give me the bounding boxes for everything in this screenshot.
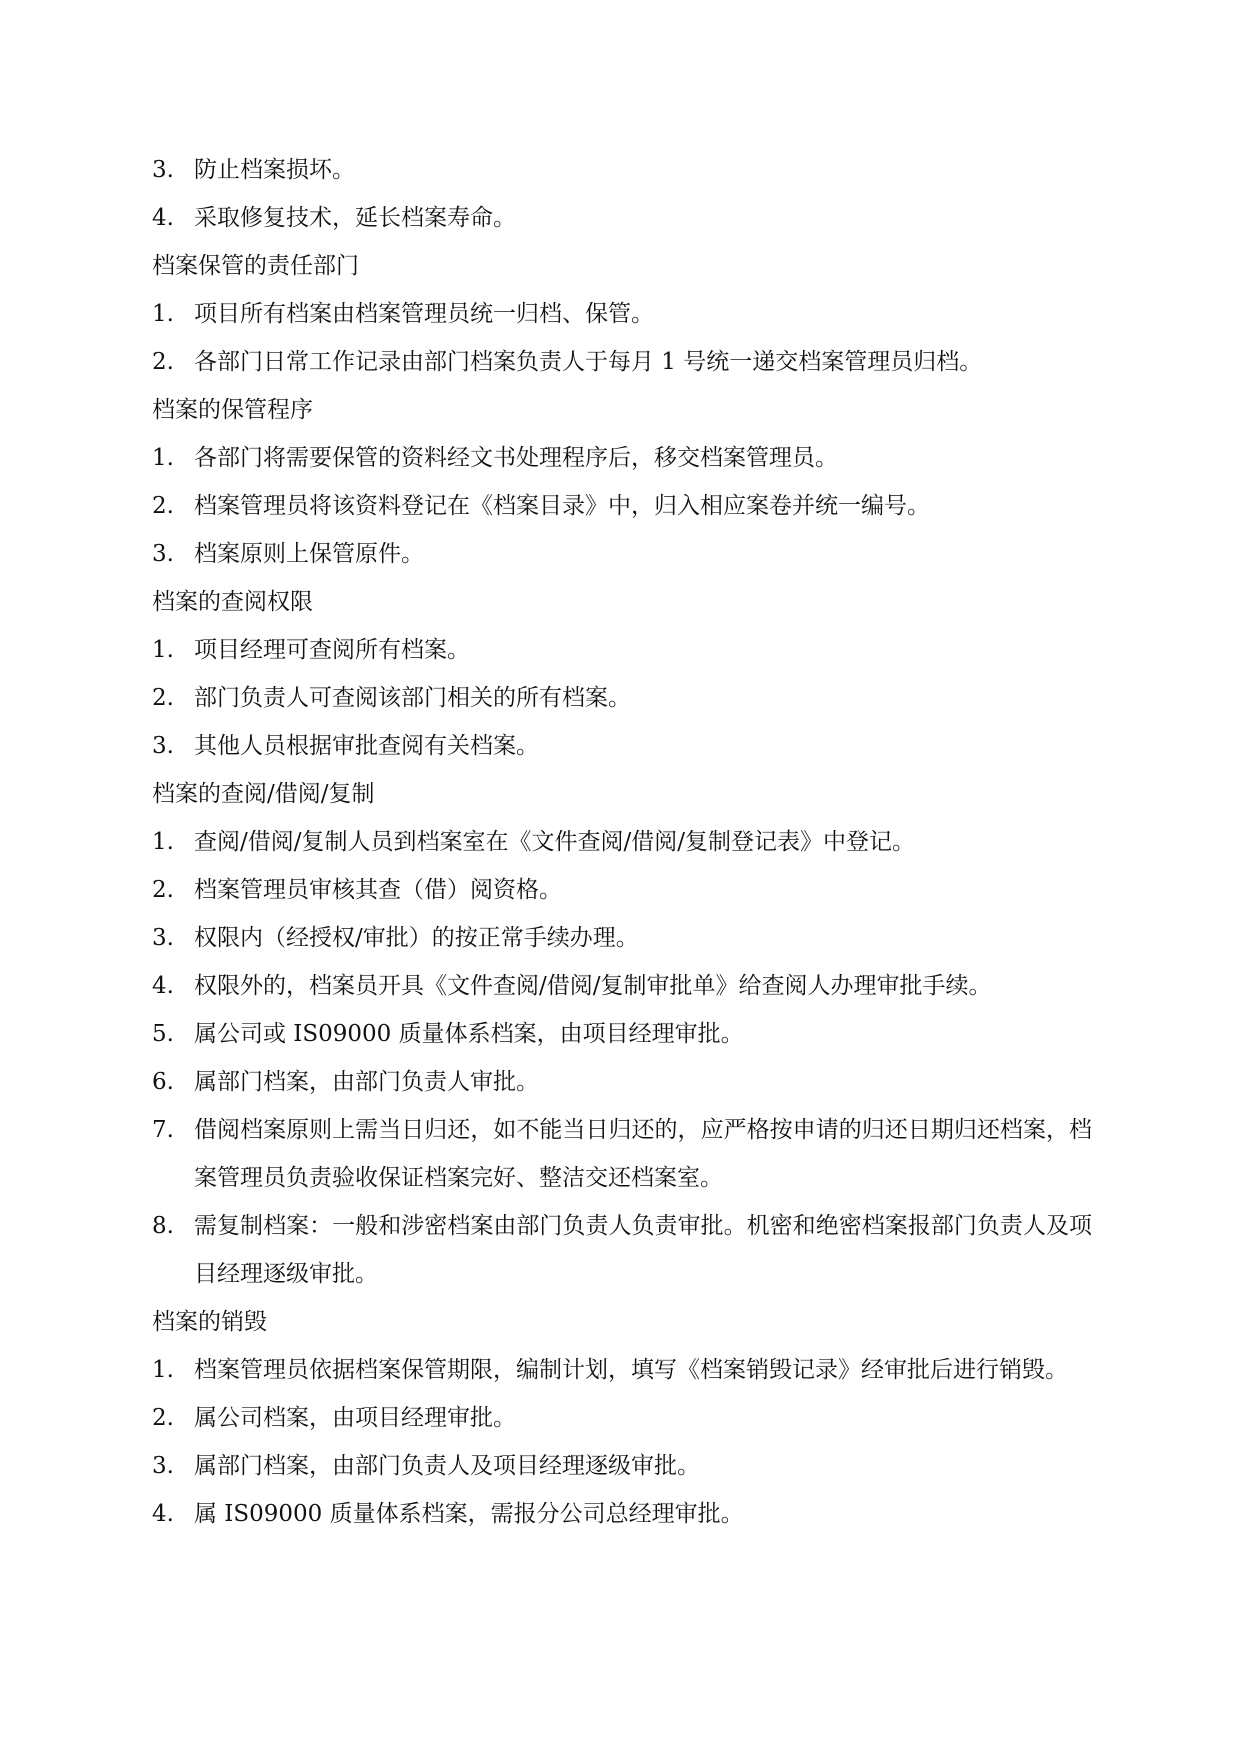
item-text: 防止档案损坏。: [194, 157, 355, 183]
document-page: [152, 146, 1092, 1538]
item-number: 1.: [152, 301, 174, 327]
item-number: 2.: [152, 685, 174, 711]
item-text: 需复制档案：一般和涉密档案由部门负责人负责审批。机密和绝密档案报部门负责人及项目经理逐级审批。: [194, 1213, 1092, 1287]
list-item: [152, 1346, 1092, 1394]
item-number: 1.: [152, 1357, 174, 1383]
list-item: [152, 434, 1092, 482]
item-number: 5.: [152, 1021, 174, 1047]
item-number: 7.: [152, 1117, 174, 1143]
item-text: 项目所有档案由档案管理员统一归档、保管。: [194, 301, 654, 327]
item-number: 3.: [152, 157, 174, 183]
list-item: [152, 1202, 1092, 1298]
item-number: 6.: [152, 1069, 174, 1095]
item-number: 2.: [152, 493, 174, 519]
item-text: 档案原则上保管原件。: [194, 541, 424, 567]
list-item: [152, 1490, 1092, 1538]
section-destruction: [152, 1298, 1092, 1538]
list-item: [152, 1442, 1092, 1490]
item-number: 1.: [152, 637, 174, 663]
item-number: 4.: [152, 1501, 174, 1527]
list-item: [152, 1106, 1092, 1202]
section-procedure: [152, 386, 1092, 578]
list-item: [152, 626, 1092, 674]
item-text: 档案管理员依据档案保管期限，编制计划，填写《档案销毁记录》经审批后进行销毁。: [194, 1357, 1068, 1383]
list-item: [152, 674, 1092, 722]
item-number: 4.: [152, 205, 174, 231]
list-item: [152, 1010, 1092, 1058]
section-heading: 档案保管的责任部门: [152, 253, 359, 279]
item-text: 档案管理员将该资料登记在《档案目录》中，归入相应案卷并统一编号。: [194, 493, 930, 519]
item-text: 属公司或 IS09000 质量体系档案，由项目经理审批。: [194, 1021, 744, 1047]
section-access-rights: [152, 578, 1092, 770]
item-text: 属部门档案，由部门负责人及项目经理逐级审批。: [194, 1453, 700, 1479]
item-text: 借阅档案原则上需当日归还，如不能当日归还的，应严格按申请的归还日期归还档案，档案管理员负责验收保证档案完好、整洁交还档案室。: [194, 1117, 1092, 1191]
item-text: 各部门日常工作记录由部门档案负责人于每月 1 号统一递交档案管理员归档。: [194, 349, 983, 375]
item-number: 2.: [152, 1405, 174, 1431]
item-text: 各部门将需要保管的资料经文书处理程序后，移交档案管理员。: [194, 445, 838, 471]
item-number: 2.: [152, 349, 174, 375]
list-item: [152, 818, 1092, 866]
item-text: 部门负责人可查阅该部门相关的所有档案。: [194, 685, 631, 711]
section-continuation: [152, 146, 1092, 242]
item-number: 3.: [152, 1453, 174, 1479]
list-item: [152, 1394, 1092, 1442]
list-item: [152, 338, 1092, 386]
list-item: [152, 866, 1092, 914]
list-item: [152, 290, 1092, 338]
item-number: 3.: [152, 925, 174, 951]
section-heading: 档案的保管程序: [152, 397, 313, 423]
item-text: 查阅/借阅/复制人员到档案室在《文件查阅/借阅/复制登记表》中登记。: [194, 829, 915, 855]
list-item: [152, 146, 1092, 194]
item-text: 采取修复技术，延长档案寿命。: [194, 205, 516, 231]
list-item: [152, 1058, 1092, 1106]
item-number: 3.: [152, 541, 174, 567]
list-item: [152, 722, 1092, 770]
section-heading: 档案的查阅/借阅/复制: [152, 781, 375, 807]
item-number: 1.: [152, 445, 174, 471]
item-number: 8.: [152, 1213, 174, 1239]
list-item: [152, 194, 1092, 242]
item-text: 权限外的，档案员开具《文件查阅/借阅/复制审批单》给查阅人办理审批手续。: [194, 973, 992, 999]
item-text: 属公司档案，由项目经理审批。: [194, 1405, 516, 1431]
item-text: 权限内（经授权/审批）的按正常手续办理。: [194, 925, 639, 951]
item-text: 档案管理员审核其查（借）阅资格。: [194, 877, 562, 903]
item-text: 项目经理可查阅所有档案。: [194, 637, 470, 663]
list-item: [152, 530, 1092, 578]
item-text: 属部门档案，由部门负责人审批。: [194, 1069, 539, 1095]
item-text: 其他人员根据审批查阅有关档案。: [194, 733, 539, 759]
list-item: [152, 482, 1092, 530]
item-number: 3.: [152, 733, 174, 759]
list-item: [152, 914, 1092, 962]
section-heading: 档案的查阅权限: [152, 589, 313, 615]
item-number: 2.: [152, 877, 174, 903]
section-responsibility: [152, 242, 1092, 386]
section-borrow-copy: [152, 770, 1092, 1298]
list-item: [152, 962, 1092, 1010]
item-number: 4.: [152, 973, 174, 999]
item-number: 1.: [152, 829, 174, 855]
item-text: 属 IS09000 质量体系档案，需报分公司总经理审批。: [194, 1501, 744, 1527]
section-heading: 档案的销毁: [152, 1309, 267, 1335]
